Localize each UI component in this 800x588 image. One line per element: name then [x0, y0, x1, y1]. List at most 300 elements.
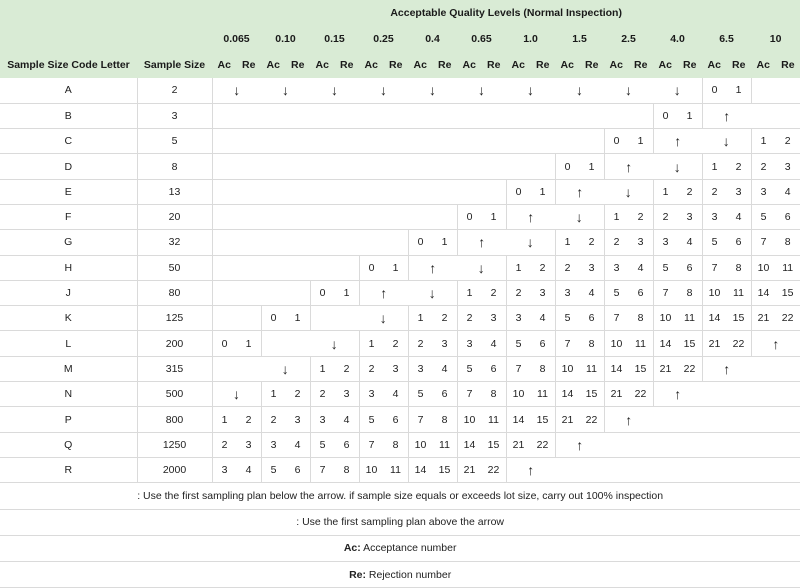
aql-level-header: 1.0 [506, 26, 555, 52]
aql-level-header: 0.065 [212, 26, 261, 52]
re-value-cell: 15 [531, 407, 556, 432]
sample-size-cell: 200 [137, 331, 212, 356]
sample-size-header: Sample Size [137, 52, 212, 78]
ac-column-header: Ac [653, 52, 678, 78]
ac-value-cell: 1 [751, 129, 776, 154]
arrow-down-icon [653, 154, 702, 179]
ac-column-header: Ac [359, 52, 384, 78]
aql-level-header: 4.0 [653, 26, 702, 52]
re-value-cell: 22 [629, 382, 654, 407]
ac-value-cell: 2 [702, 179, 727, 204]
arrow-down-glyph: ↓ [331, 336, 338, 352]
ac-value-cell: 21 [555, 407, 580, 432]
arrow-down-glyph: ↓ [233, 82, 240, 98]
arrow-up-glyph: ↑ [576, 184, 583, 200]
code-letter-cell: A [0, 78, 137, 103]
re-column-header: Re [286, 52, 311, 78]
re-value-cell: 6 [629, 280, 654, 305]
ac-value-cell: 10 [555, 356, 580, 381]
empty-cell [359, 230, 408, 255]
arrow-down-icon [359, 306, 408, 331]
empty-cell [310, 255, 359, 280]
ac-value-cell: 10 [702, 280, 727, 305]
re-value-cell: 8 [580, 331, 605, 356]
arrow-up-glyph: ↑ [478, 234, 485, 250]
arrow-down-glyph: ↓ [674, 159, 681, 175]
table-body [0, 78, 800, 483]
sample-size-cell: 500 [137, 382, 212, 407]
ac-value-cell: 0 [212, 331, 237, 356]
empty-cell [310, 204, 359, 229]
table-row [0, 255, 800, 280]
re-value-cell: 8 [727, 255, 752, 280]
table-row [0, 331, 800, 356]
re-value-cell: 2 [678, 179, 703, 204]
table-row [0, 103, 800, 128]
ac-column-header: Ac [212, 52, 237, 78]
ac-value-cell: 0 [359, 255, 384, 280]
ac-value-cell: 1 [653, 179, 678, 204]
arrow-up-icon [506, 204, 555, 229]
re-value-cell: 11 [482, 407, 507, 432]
arrow-down-icon [261, 78, 310, 103]
empty-cell [457, 179, 506, 204]
empty-cell [310, 230, 359, 255]
ac-value-cell: 0 [604, 129, 629, 154]
up-arrow-note: : Use the first sampling plan above the arrow [0, 509, 800, 535]
ac-value-cell: 1 [702, 154, 727, 179]
re-value-cell: 1 [727, 78, 752, 103]
code-letter-cell: B [0, 103, 137, 128]
arrow-down-icon [555, 204, 604, 229]
code-letter-cell: C [0, 129, 137, 154]
arrow-up-icon [359, 280, 408, 305]
aql-main-title: Acceptable Quality Levels (Normal Inspection) [212, 0, 800, 26]
empty-cell [261, 204, 310, 229]
re-value-cell: 2 [629, 204, 654, 229]
table-row [0, 204, 800, 229]
empty-cell [261, 129, 310, 154]
ac-value-cell: 2 [261, 407, 286, 432]
arrow-down-glyph: ↓ [576, 209, 583, 225]
ac-value-cell: 2 [751, 154, 776, 179]
ac-value-cell: 7 [555, 331, 580, 356]
empty-cell [506, 103, 555, 128]
empty-cell [359, 204, 408, 229]
aql-level-header: 0.10 [261, 26, 310, 52]
re-value-cell: 1 [629, 129, 654, 154]
empty-cell [212, 204, 261, 229]
arrow-up-icon [408, 255, 457, 280]
re-value-cell: 15 [629, 356, 654, 381]
sample-size-cell: 50 [137, 255, 212, 280]
arrow-down-icon [310, 331, 359, 356]
table-row [0, 432, 800, 457]
sample-size-cell: 13 [137, 179, 212, 204]
re-value-cell: 3 [727, 179, 752, 204]
ac-value-cell: 21 [604, 382, 629, 407]
table-row [0, 230, 800, 255]
empty-cell [212, 255, 261, 280]
re-value-cell: 2 [727, 154, 752, 179]
arrow-up-glyph: ↑ [625, 159, 632, 175]
arrow-down-glyph: ↓ [625, 82, 632, 98]
re-value-cell: 1 [335, 280, 360, 305]
empty-cell [212, 129, 261, 154]
sample-size-cell: 2 [137, 78, 212, 103]
ac-value-cell: 14 [408, 457, 433, 482]
re-value-cell: 1 [580, 154, 605, 179]
re-value-cell: 11 [678, 306, 703, 331]
ac-value-cell: 21 [751, 306, 776, 331]
arrow-up-icon [555, 432, 604, 457]
header-empty-cell [137, 26, 212, 52]
empty-cell [702, 432, 751, 457]
aql-level-header: 0.65 [457, 26, 506, 52]
arrow-down-icon [702, 129, 751, 154]
sample-size-cell: 800 [137, 407, 212, 432]
code-letter-cell: E [0, 179, 137, 204]
empty-cell [653, 432, 702, 457]
re-column-header: Re [580, 52, 605, 78]
code-letter-cell: G [0, 230, 137, 255]
re-value-cell: 3 [629, 230, 654, 255]
arrow-down-glyph: ↓ [380, 310, 387, 326]
empty-cell [408, 129, 457, 154]
ac-value-cell: 7 [506, 356, 531, 381]
empty-cell [261, 230, 310, 255]
ac-value-cell: 5 [555, 306, 580, 331]
re-value-cell: 4 [286, 432, 311, 457]
ac-value-cell: 1 [506, 255, 531, 280]
empty-cell [408, 179, 457, 204]
ac-legend-key: Ac: [344, 542, 361, 554]
aql-level-header: 0.4 [408, 26, 457, 52]
arrow-up-glyph: ↑ [576, 437, 583, 453]
ac-value-cell: 2 [506, 280, 531, 305]
re-column-header: Re [237, 52, 262, 78]
arrow-up-icon [702, 103, 751, 128]
ac-value-cell: 0 [506, 179, 531, 204]
ac-column-header: Ac [506, 52, 531, 78]
re-value-cell: 15 [678, 331, 703, 356]
re-value-cell: 1 [286, 306, 311, 331]
empty-cell [212, 154, 261, 179]
re-value-cell: 8 [678, 280, 703, 305]
arrow-down-icon [408, 280, 457, 305]
arrow-down-icon [506, 230, 555, 255]
arrow-down-glyph: ↓ [478, 260, 485, 276]
re-value-cell: 2 [580, 230, 605, 255]
empty-cell [555, 103, 604, 128]
re-value-cell: 11 [531, 382, 556, 407]
re-value-cell: 6 [384, 407, 409, 432]
re-column-header: Re [678, 52, 703, 78]
re-value-cell: 11 [384, 457, 409, 482]
ac-value-cell: 2 [457, 306, 482, 331]
empty-cell [212, 179, 261, 204]
re-value-cell: 2 [237, 407, 262, 432]
empty-cell [457, 103, 506, 128]
ac-value-cell: 10 [506, 382, 531, 407]
ac-value-cell: 3 [212, 457, 237, 482]
re-value-cell: 15 [433, 457, 458, 482]
empty-cell [555, 129, 604, 154]
empty-cell [261, 331, 310, 356]
ac-value-cell: 5 [261, 457, 286, 482]
ac-value-cell: 10 [653, 306, 678, 331]
re-legend [0, 562, 800, 588]
re-value-cell: 6 [531, 331, 556, 356]
ac-value-cell: 1 [310, 356, 335, 381]
re-value-cell: 4 [237, 457, 262, 482]
ac-value-cell: 3 [408, 356, 433, 381]
ac-value-cell: 3 [261, 432, 286, 457]
re-value-cell: 8 [433, 407, 458, 432]
ac-value-cell: 21 [702, 331, 727, 356]
ac-value-cell: 3 [359, 382, 384, 407]
re-value-cell: 3 [580, 255, 605, 280]
ac-value-cell: 0 [457, 204, 482, 229]
ac-value-cell: 3 [310, 407, 335, 432]
ac-value-cell: 3 [653, 230, 678, 255]
re-value-cell: 3 [286, 407, 311, 432]
empty-cell [261, 280, 310, 305]
re-value-cell: 1 [482, 204, 507, 229]
ac-value-cell: 1 [261, 382, 286, 407]
ac-value-cell: 3 [604, 255, 629, 280]
ac-value-cell: 14 [604, 356, 629, 381]
re-value-cell: 4 [335, 407, 360, 432]
re-value-cell: 1 [678, 103, 703, 128]
re-value-cell: 15 [776, 280, 800, 305]
empty-cell [751, 356, 800, 381]
arrow-up-glyph: ↑ [674, 386, 681, 402]
arrow-up-glyph: ↑ [527, 209, 534, 225]
empty-cell [702, 382, 751, 407]
arrow-up-glyph: ↑ [380, 285, 387, 301]
ac-value-cell: 14 [555, 382, 580, 407]
empty-cell [310, 154, 359, 179]
ac-value-cell: 7 [702, 255, 727, 280]
ac-value-cell: 1 [604, 204, 629, 229]
arrow-down-icon [261, 356, 310, 381]
arrow-down-glyph: ↓ [527, 82, 534, 98]
re-value-cell: 22 [678, 356, 703, 381]
arrow-down-glyph: ↓ [429, 82, 436, 98]
empty-cell [457, 154, 506, 179]
code-letter-cell: K [0, 306, 137, 331]
ac-value-cell: 10 [751, 255, 776, 280]
code-letter-cell: M [0, 356, 137, 381]
arrow-up-icon [506, 457, 555, 482]
re-legend-key: Re: [349, 569, 366, 581]
table-row [0, 78, 800, 103]
ac-value-cell: 21 [457, 457, 482, 482]
empty-cell [702, 457, 751, 482]
ac-value-cell: 5 [310, 432, 335, 457]
table-row [0, 129, 800, 154]
ac-legend-text: Acceptance number [361, 542, 457, 554]
empty-cell [261, 103, 310, 128]
re-column-header: Re [384, 52, 409, 78]
re-value-cell: 6 [776, 204, 800, 229]
arrow-down-glyph: ↓ [282, 361, 289, 377]
ac-column-header: Ac [261, 52, 286, 78]
ac-column-header: Ac [751, 52, 776, 78]
ac-value-cell: 5 [653, 255, 678, 280]
sample-size-cell: 5 [137, 129, 212, 154]
re-value-cell: 3 [384, 356, 409, 381]
re-value-cell: 3 [482, 306, 507, 331]
re-value-cell: 1 [433, 230, 458, 255]
sample-size-cell: 32 [137, 230, 212, 255]
ac-column-header: Ac [457, 52, 482, 78]
re-value-cell: 6 [482, 356, 507, 381]
re-value-cell: 6 [433, 382, 458, 407]
table-row [0, 356, 800, 381]
re-value-cell: 4 [580, 280, 605, 305]
re-column-header: Re [433, 52, 458, 78]
re-column-header: Re [776, 52, 800, 78]
re-column-header: Re [727, 52, 752, 78]
arrow-down-glyph: ↓ [674, 82, 681, 98]
empty-cell [653, 457, 702, 482]
arrow-down-icon [457, 255, 506, 280]
arrow-down-icon [604, 78, 653, 103]
empty-cell [751, 103, 800, 128]
arrow-down-icon [506, 78, 555, 103]
ac-value-cell: 2 [408, 331, 433, 356]
ac-value-cell: 5 [408, 382, 433, 407]
re-value-cell: 11 [727, 280, 752, 305]
aql-level-header: 0.25 [359, 26, 408, 52]
re-value-cell: 22 [776, 306, 800, 331]
arrow-down-glyph: ↓ [233, 386, 240, 402]
ac-value-cell: 3 [702, 204, 727, 229]
re-value-cell: 4 [433, 356, 458, 381]
ac-value-cell: 21 [653, 356, 678, 381]
ac-value-cell: 10 [359, 457, 384, 482]
arrow-down-glyph: ↓ [625, 184, 632, 200]
re-value-cell: 6 [580, 306, 605, 331]
empty-cell [212, 230, 261, 255]
re-column-header: Re [335, 52, 360, 78]
arrow-down-glyph: ↓ [723, 133, 730, 149]
ac-value-cell: 0 [310, 280, 335, 305]
arrow-up-icon [653, 382, 702, 407]
ac-value-cell: 14 [653, 331, 678, 356]
ac-value-cell: 10 [457, 407, 482, 432]
ac-value-cell: 3 [751, 179, 776, 204]
re-value-cell: 22 [531, 432, 556, 457]
empty-cell [359, 154, 408, 179]
ac-value-cell: 5 [457, 356, 482, 381]
empty-cell [604, 432, 653, 457]
empty-cell [408, 103, 457, 128]
ac-column-header: Ac [310, 52, 335, 78]
code-letter-cell: D [0, 154, 137, 179]
re-value-cell: 11 [629, 331, 654, 356]
sample-size-cell: 3 [137, 103, 212, 128]
header-empty-cell [0, 26, 137, 52]
table-row [0, 154, 800, 179]
re-value-cell: 15 [580, 382, 605, 407]
re-value-cell: 8 [482, 382, 507, 407]
ac-value-cell: 2 [604, 230, 629, 255]
ac-value-cell: 0 [653, 103, 678, 128]
empty-cell [506, 129, 555, 154]
ac-column-header: Ac [408, 52, 433, 78]
empty-cell [506, 154, 555, 179]
arrow-up-icon [702, 356, 751, 381]
arrow-down-glyph: ↓ [478, 82, 485, 98]
sample-size-cell: 80 [137, 280, 212, 305]
ac-value-cell: 1 [555, 230, 580, 255]
empty-cell [261, 154, 310, 179]
ac-value-cell: 10 [408, 432, 433, 457]
arrow-down-icon [359, 78, 408, 103]
empty-cell [310, 306, 359, 331]
re-value-cell: 15 [727, 306, 752, 331]
re-value-cell: 22 [482, 457, 507, 482]
arrow-down-icon [457, 78, 506, 103]
empty-cell [212, 103, 261, 128]
re-value-cell: 8 [384, 432, 409, 457]
code-letter-cell: L [0, 331, 137, 356]
empty-cell [604, 103, 653, 128]
ac-value-cell: 1 [212, 407, 237, 432]
ac-value-cell: 2 [310, 382, 335, 407]
re-value-cell: 8 [335, 457, 360, 482]
sample-size-cell: 1250 [137, 432, 212, 457]
re-value-cell: 15 [482, 432, 507, 457]
table-notes [0, 483, 800, 588]
re-value-cell: 11 [433, 432, 458, 457]
table-row [0, 407, 800, 432]
empty-cell [751, 457, 800, 482]
ac-value-cell: 14 [702, 306, 727, 331]
re-value-cell: 1 [384, 255, 409, 280]
ac-value-cell: 7 [408, 407, 433, 432]
re-value-cell: 2 [335, 356, 360, 381]
empty-cell [653, 407, 702, 432]
re-value-cell: 2 [384, 331, 409, 356]
arrow-down-icon [604, 179, 653, 204]
re-value-cell: 4 [531, 306, 556, 331]
re-value-cell: 11 [580, 356, 605, 381]
ac-column-header: Ac [555, 52, 580, 78]
ac-value-cell: 3 [555, 280, 580, 305]
code-letter-cell: P [0, 407, 137, 432]
re-value-cell: 4 [678, 230, 703, 255]
empty-cell [310, 103, 359, 128]
empty-cell [261, 179, 310, 204]
arrow-down-glyph: ↓ [527, 234, 534, 250]
ac-value-cell: 14 [506, 407, 531, 432]
re-value-cell: 6 [678, 255, 703, 280]
re-value-cell: 8 [531, 356, 556, 381]
ac-value-cell: 7 [457, 382, 482, 407]
arrow-down-glyph: ↓ [331, 82, 338, 98]
arrow-up-glyph: ↑ [429, 260, 436, 276]
ac-value-cell: 7 [751, 230, 776, 255]
ac-value-cell: 3 [506, 306, 531, 331]
ac-column-header: Ac [702, 52, 727, 78]
arrow-down-icon [212, 382, 261, 407]
re-value-cell: 4 [482, 331, 507, 356]
re-value-cell: 3 [531, 280, 556, 305]
